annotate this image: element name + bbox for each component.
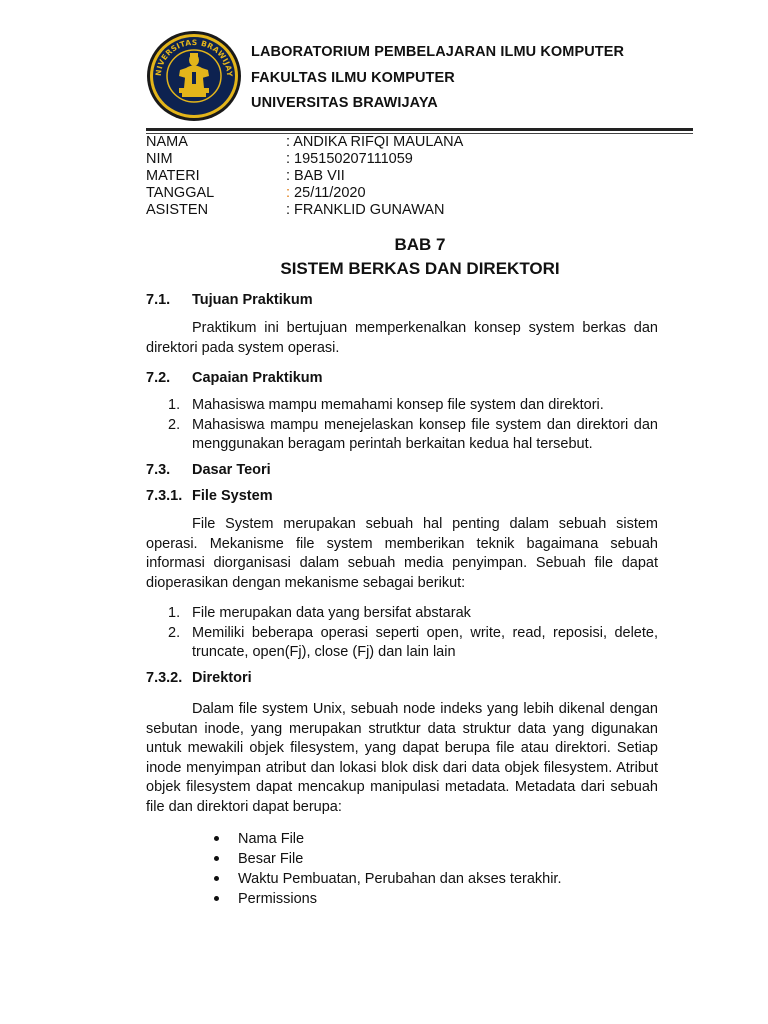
- paragraph-direktori: [146, 700, 658, 817]
- section-number: 7.3.2.: [146, 670, 183, 686]
- bullet-item: [214, 829, 562, 849]
- list-item: [146, 604, 658, 624]
- identity-row-nim: [146, 151, 693, 168]
- identity-table: [146, 134, 693, 219]
- paragraph-text: Dalam file system Unix, sebuah node indeks yang lebih dikenal dengan sebutan inode, yang merupakan strutktur data struktur data yang digunakan untuk mewakili objek filesystem, yang dapat berupa file atau direktori. Setiap inode menyimpan atribut dan lokasi blok disk dari data objek filesystem. Atribut objek filesystem dapat mencakup manipulasi metadata. Metadata dari sebuah file dan direktori dapat berupa:: [146, 701, 658, 815]
- section-number: 7.2.: [146, 370, 171, 386]
- paragraph-file-system: [146, 515, 658, 593]
- list-item-number: 1.: [168, 605, 181, 621]
- identity-label: NIM: [146, 151, 173, 167]
- bullet-text: Permissions: [238, 891, 317, 907]
- list-item-text: Memiliki beberapa operasi seperti open, write, read, reposisi, delete, truncate, open(Fj), close (Fj) dan lain lain: [192, 624, 658, 660]
- institution-header: [251, 40, 624, 117]
- chapter-number: BAB 7: [394, 235, 446, 254]
- chapter-subtitle-wrap: [0, 259, 768, 279]
- paragraph-text: Praktikum ini bertujuan memperkenalkan konsep system berkas dan direktori pada system operasi.: [146, 320, 658, 356]
- list-item: [146, 624, 658, 663]
- bullet-icon: [214, 836, 219, 841]
- chapter-title: [0, 235, 768, 255]
- bullet-item: [214, 889, 562, 909]
- bullet-text: Nama File: [238, 831, 305, 847]
- paragraph-tujuan: [146, 319, 658, 358]
- list-item: [146, 396, 658, 416]
- section-number: 7.3.1.: [146, 488, 183, 504]
- section-number: 7.1.: [146, 292, 171, 308]
- university-logo: [146, 30, 242, 122]
- bullet-text: Waktu Pembuatan, Perubahan dan akses terakhir.: [238, 871, 562, 887]
- identity-value: : FRANKLID GUNAWAN: [286, 202, 445, 218]
- chapter-subtitle: SISTEM BERKAS DAN DIREKTORI: [280, 259, 560, 278]
- identity-label: NAMA: [146, 134, 188, 150]
- list-item: [146, 416, 658, 455]
- paragraph-text: File System merupakan sebuah hal penting dalam sebuah sistem operasi. Mekanisme file system memberikan teknik bagaimana sebuah informasi diorganisasi dalam sebuah media penyimpan. Sebuah file dapat dioperasikan dengan mekanisme sebagai berikut:: [146, 516, 658, 591]
- file-operations-list: [146, 604, 658, 663]
- identity-label: TANGGAL: [146, 185, 215, 201]
- bullet-item: [214, 849, 562, 869]
- section-title: Direktori: [192, 670, 252, 686]
- identity-date: 25/11/2020: [290, 185, 366, 201]
- header-university: UNIVERSITAS BRAWIJAYA: [251, 95, 438, 111]
- brawijaya-seal-icon: [146, 30, 242, 122]
- identity-label: MATERI: [146, 168, 200, 184]
- identity-row-materi: [146, 168, 693, 185]
- svg-text:UNIVERSITAS BRAWIJAYA: NIVERSITAS BRAWIJAY: [153, 37, 235, 77]
- identity-row-nama: [146, 134, 693, 151]
- bullet-icon: [214, 876, 219, 881]
- header-lab: LABORATORIUM PEMBELAJARAN ILMU KOMPUTER: [251, 44, 625, 60]
- bullet-item: [214, 869, 562, 889]
- list-item-text: Mahasiswa mampu memahami konsep file system dan direktori.: [192, 397, 604, 413]
- identity-value: [286, 185, 366, 202]
- section-number: 7.3.: [146, 462, 171, 478]
- section-title: Dasar Teori: [192, 462, 271, 478]
- bullet-icon: [214, 896, 219, 901]
- identity-value: : ANDIKA RIFQI MAULANA: [286, 134, 464, 150]
- list-item-number: 2.: [168, 624, 181, 641]
- list-item-number: 1.: [168, 397, 181, 413]
- identity-value: : BAB VII: [286, 168, 345, 184]
- header-faculty: FAKULTAS ILMU KOMPUTER: [251, 69, 455, 86]
- list-item-number: 2.: [168, 416, 181, 433]
- identity-value: : 195150207111059: [286, 151, 413, 167]
- capaian-list: [146, 396, 658, 455]
- list-item-text: File merupakan data yang bersifat abstarak: [192, 605, 471, 621]
- identity-label: ASISTEN: [146, 202, 209, 218]
- bullet-icon: [214, 856, 219, 861]
- list-item-text: Mahasiswa mampu menejelaskan konsep file system dan direktori dan menggunakan beragam perintah berkaitan kedua hal tersebut.: [192, 416, 658, 452]
- bullet-text: Besar File: [238, 851, 304, 867]
- identity-row-asisten: [146, 202, 693, 219]
- identity-colon: :: [286, 185, 291, 201]
- section-title: File System: [192, 488, 273, 504]
- metadata-bullet-list: [214, 829, 562, 909]
- section-title: Tujuan Praktikum: [192, 292, 313, 308]
- header-divider-thick: [146, 128, 693, 131]
- identity-row-tanggal: [146, 185, 693, 202]
- section-title: Capaian Praktikum: [192, 370, 323, 386]
